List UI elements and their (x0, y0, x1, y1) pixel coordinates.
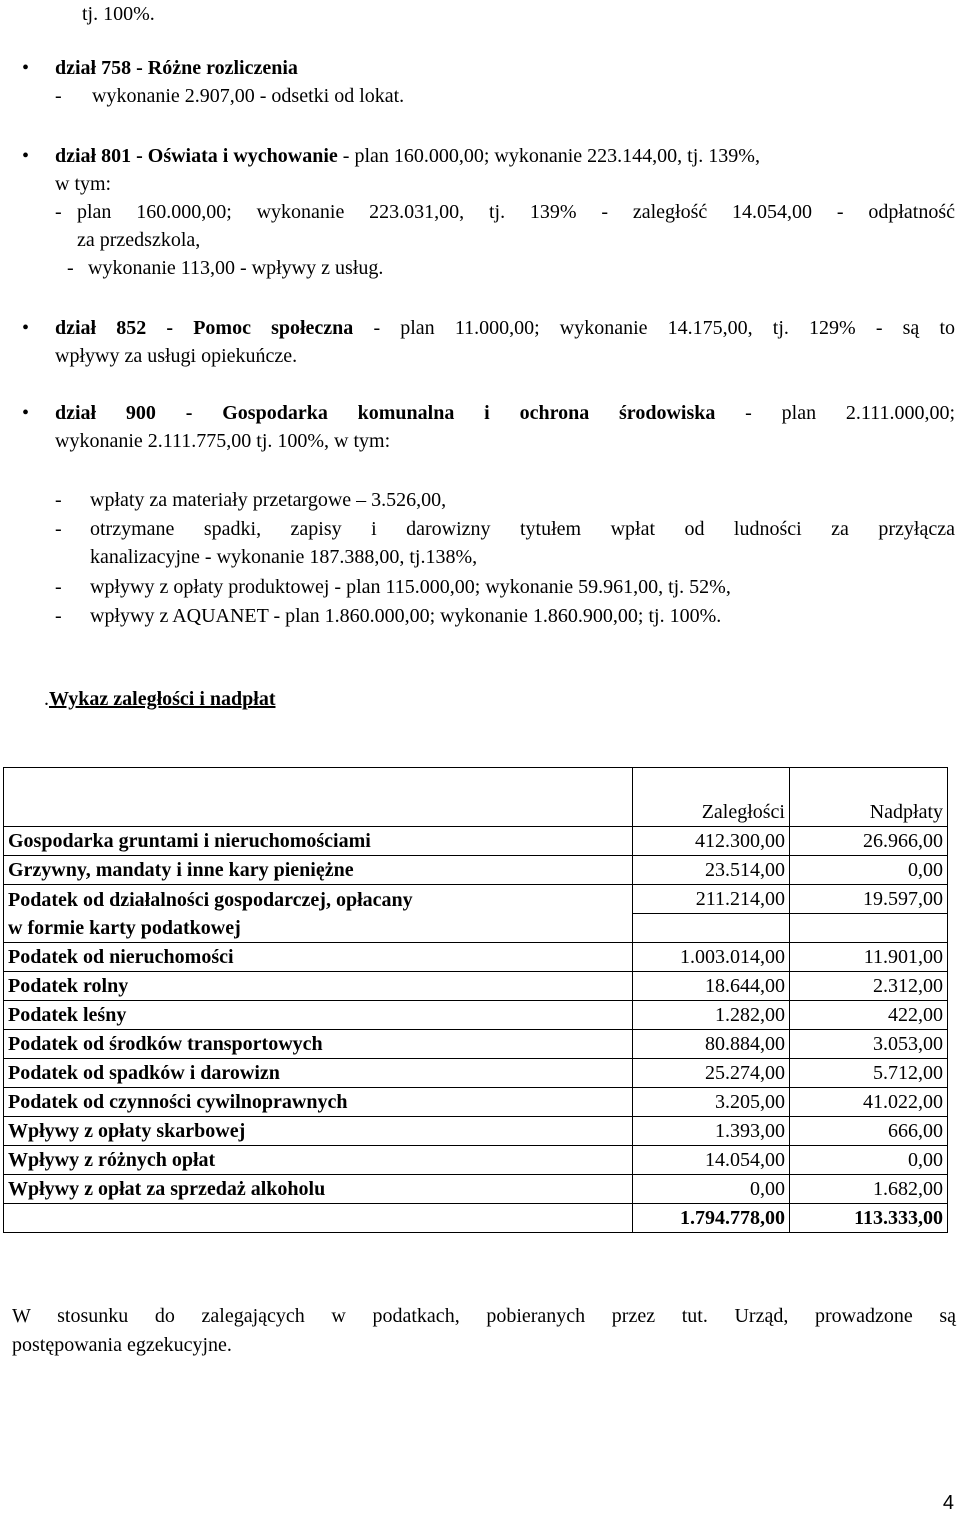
row-label: Podatek od działalności gospodarczej, opłacany (4, 885, 633, 914)
table-row-continuation (4, 914, 948, 943)
row-label: Podatek leśny (4, 1001, 633, 1030)
row-overpayments-empty (790, 914, 948, 943)
row-arrears: 211.214,00 (633, 885, 790, 914)
table-row (4, 1117, 948, 1146)
row-arrears: 23.514,00 (633, 856, 790, 885)
continuation-line: tj. 100%. (82, 3, 155, 25)
section-900-item4: wpływy z AQUANET - plan 1.860.000,00; wykonanie 1.860.900,00; tj. 100%. (90, 605, 722, 627)
row-overpayments: 0,00 (790, 1146, 948, 1175)
table-row (4, 856, 948, 885)
row-arrears-empty (633, 914, 790, 943)
table-row (4, 885, 948, 914)
arrears-heading (44, 685, 275, 713)
section-758-item: wykonanie 2.907,00 - odsetki od lokat. (92, 85, 405, 107)
section-801-item1a: plan 160.000,00; wykonanie 223.031,00, tj. 139% - zaległość 14.054,00 - odpłatność (77, 201, 955, 223)
row-arrears: 412.300,00 (633, 827, 790, 856)
row-label: Podatek od nieruchomości (4, 943, 633, 972)
closing-line2: postępowania egzekucyjne. (12, 1334, 232, 1356)
row-arrears: 14.054,00 (633, 1146, 790, 1175)
table-row (4, 1088, 948, 1117)
table-row (4, 1001, 948, 1030)
closing-line1: W stosunku do zalegających w podatkach, pobieranych przez tut. Urząd, prowadzone są (12, 1305, 956, 1327)
heading-prefix: . (44, 688, 49, 710)
table-row (4, 972, 948, 1001)
row-label: Wpływy z różnych opłat (4, 1146, 633, 1175)
row-overpayments: 41.022,00 (790, 1088, 948, 1117)
section-852-heading (55, 314, 955, 342)
table-row (4, 943, 948, 972)
dash-marker: - (55, 518, 62, 540)
row-label: Podatek od spadków i darowizn (4, 1059, 633, 1088)
dash-marker: - (55, 85, 62, 107)
row-overpayments: 11.901,00 (790, 943, 948, 972)
row-label: Grzywny, mandaty i inne kary pieniężne (4, 856, 633, 885)
section-852-summary: - plan 11.000,00; wykonanie 14.175,00, tj. 129% - są to (353, 317, 956, 339)
row-arrears: 80.884,00 (633, 1030, 790, 1059)
section-801-line2: w tym: (55, 173, 112, 195)
bullet-icon: • (22, 57, 30, 79)
row-arrears: 25.274,00 (633, 1059, 790, 1088)
bullet-icon: • (22, 317, 30, 339)
section-801-title: dział 801 - Oświata i wychowanie (55, 145, 338, 167)
row-overpayments: 2.312,00 (790, 972, 948, 1001)
dash-marker: - (55, 489, 62, 511)
section-900-summary: - plan 2.111.000,00; (715, 402, 955, 424)
row-label: Wpływy z opłaty skarbowej (4, 1117, 633, 1146)
row-label: Podatek od czynności cywilnoprawnych (4, 1088, 633, 1117)
row-arrears: 1.003.014,00 (633, 943, 790, 972)
row-overpayments: 26.966,00 (790, 827, 948, 856)
total-label-empty (4, 1204, 633, 1233)
section-801-summary: - plan 160.000,00; wykonanie 223.144,00, tj. 139%, (337, 145, 760, 167)
row-arrears: 3.205,00 (633, 1088, 790, 1117)
table-row (4, 1030, 948, 1059)
row-arrears: 0,00 (633, 1175, 790, 1204)
header-arrears: Zaległości (633, 768, 790, 827)
section-900-title: dział 900 - Gospodarka komunalna i ochrona środowiska (55, 402, 716, 424)
arrears-table (3, 767, 948, 1233)
bullet-icon: • (22, 402, 30, 424)
dash-marker: - (67, 257, 74, 279)
section-852-title: dział 852 - Pomoc społeczna (55, 317, 354, 339)
row-overpayments: 19.597,00 (790, 885, 948, 914)
row-overpayments: 666,00 (790, 1117, 948, 1146)
table-row (4, 1059, 948, 1088)
table-row (4, 1146, 948, 1175)
header-overpayments: Nadpłaty (790, 768, 948, 827)
total-arrears: 1.794.778,00 (633, 1204, 790, 1233)
row-overpayments: 422,00 (790, 1001, 948, 1030)
dash-marker: - (55, 201, 62, 223)
row-arrears: 1.282,00 (633, 1001, 790, 1030)
section-900-item1: wpłaty za materiały przetargowe – 3.526,00, (90, 489, 447, 511)
row-arrears: 1.393,00 (633, 1117, 790, 1146)
dash-marker: - (55, 576, 62, 598)
section-900-heading (55, 399, 955, 427)
row-label: Podatek od środków transportowych (4, 1030, 633, 1059)
page-number: 4 (942, 1492, 954, 1514)
heading-text: Wykaz zaległości i nadpłat (49, 688, 276, 710)
row-label: Wpływy z opłat za sprzedaż alkoholu (4, 1175, 633, 1204)
dash-marker: - (55, 605, 62, 627)
row-arrears: 18.644,00 (633, 972, 790, 1001)
table-row (4, 1175, 948, 1204)
section-801-heading (55, 142, 945, 170)
row-label: Podatek rolny (4, 972, 633, 1001)
bullet-icon: • (22, 145, 30, 167)
row-overpayments: 3.053,00 (790, 1030, 948, 1059)
section-900-item2b: kanalizacyjne - wykonanie 187.388,00, tj.138%, (90, 546, 478, 568)
table-total-row (4, 1204, 948, 1233)
section-758-title: dział 758 - Różne rozliczenia (55, 57, 298, 79)
section-900-item2a: otrzymane spadki, zapisy i darowizny tytułem wpłat od ludności za przyłącza (90, 518, 955, 540)
section-852-line2: wpływy za usługi opiekuńcze. (55, 345, 298, 367)
row-overpayments: 5.712,00 (790, 1059, 948, 1088)
section-801-item1b: za przedszkola, (77, 229, 201, 251)
row-label-continuation: w formie karty podatkowej (4, 914, 633, 943)
section-900-item3: wpływy z opłaty produktowej - plan 115.000,00; wykonanie 59.961,00, tj. 52%, (90, 576, 731, 598)
row-label: Gospodarka gruntami i nieruchomościami (4, 827, 633, 856)
total-overpayments: 113.333,00 (790, 1204, 948, 1233)
header-empty-cell (4, 768, 633, 827)
section-900-line2: wykonanie 2.111.775,00 tj. 100%, w tym: (55, 430, 391, 452)
row-overpayments: 1.682,00 (790, 1175, 948, 1204)
row-overpayments: 0,00 (790, 856, 948, 885)
table-header-row (4, 768, 948, 827)
section-801-item2: wykonanie 113,00 - wpływy z usług. (88, 257, 384, 279)
table-row (4, 827, 948, 856)
